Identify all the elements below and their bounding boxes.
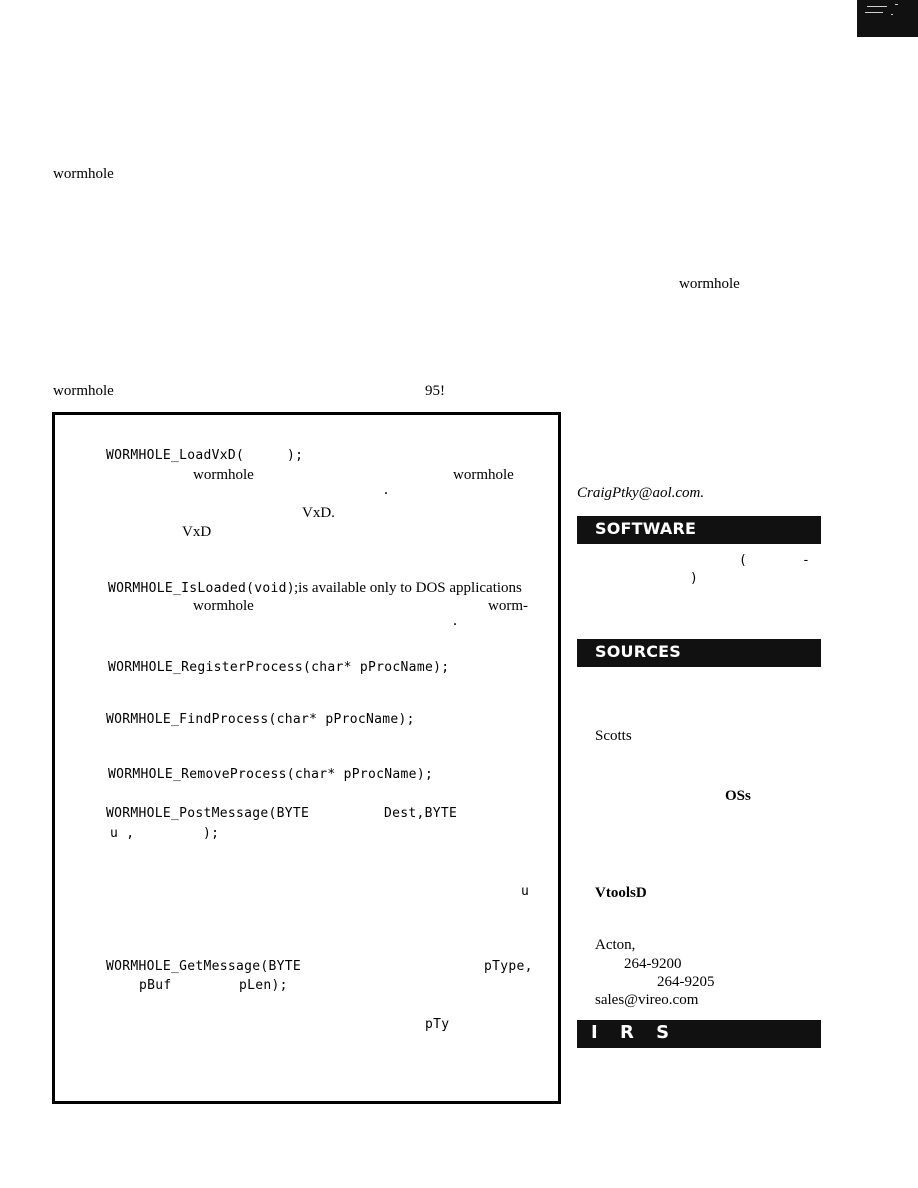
irs-section-heading (577, 1020, 821, 1048)
register-process-signature: WORMHOLE_RegisterProcess(char* pProcName); (108, 660, 450, 675)
source-email: sales@vireo.com (595, 992, 699, 1008)
left-text-wormhole-2: wormhole (53, 383, 114, 399)
left-text-95: 95! (425, 383, 445, 399)
software-section-heading (577, 516, 821, 544)
get-message-signature-b: pType, (484, 959, 533, 974)
sources-heading-text: SOURCES (595, 642, 682, 661)
load-vxd-signature-a: WORMHOLE_LoadVxD( (106, 448, 245, 463)
get-message-signature-c: pBuf (139, 978, 172, 993)
source-fax: 264-9205 (657, 974, 715, 990)
load-vxd-text-wormhole-2: wormhole (453, 467, 514, 483)
is-loaded-signature: WORMHOLE_IsLoaded(void) (108, 581, 295, 596)
source-oss: OSs (725, 788, 751, 804)
software-text-paren-close: ) (690, 571, 699, 586)
source-vtoolsd: VtoolsD (595, 885, 647, 901)
post-message-signature-a: WORMHOLE_PostMessage(BYTE (106, 806, 310, 821)
get-message-signature-d: pLen); (239, 978, 288, 993)
post-message-signature-c: u , (110, 826, 135, 841)
load-vxd-text-vxd-2: VxD (182, 524, 212, 540)
software-text-dash: - (802, 553, 811, 568)
post-message-text-u: u (521, 884, 530, 899)
load-vxd-text-vxd-1: VxD. (302, 505, 335, 521)
author-email: CraigPtky@aol.com. (577, 485, 705, 501)
is-loaded-text-wormhole: wormhole (193, 598, 254, 614)
post-message-signature-d: ); (203, 826, 220, 841)
get-message-signature-a: WORMHOLE_GetMessage(BYTE (106, 959, 302, 974)
get-message-text-pty: pTy (425, 1017, 450, 1032)
is-loaded-text-worm: worm- (488, 598, 528, 614)
right-text-wormhole: wormhole (679, 276, 740, 292)
load-vxd-text-wormhole-1: wormhole (193, 467, 254, 483)
page-corner-mark (857, 0, 918, 37)
software-text-paren-open: ( (739, 553, 748, 568)
source-acton: Acton, (595, 937, 636, 953)
remove-process-signature: WORMHOLE_RemoveProcess(char* pProcName); (108, 767, 434, 782)
left-text-wormhole-1: wormhole (53, 166, 114, 182)
bullet-dot-2: · (453, 617, 458, 631)
find-process-signature: WORMHOLE_FindProcess(char* pProcName); (106, 712, 415, 727)
bullet-dot-1: · (384, 486, 389, 500)
source-phone: 264-9200 (624, 956, 682, 972)
irs-heading-text: I R S (591, 1022, 678, 1043)
sources-section-heading (577, 639, 821, 667)
source-scotts: Scotts (595, 728, 632, 744)
is-loaded-description: ;is available only to DOS applications (294, 580, 522, 596)
load-vxd-signature-b: ); (287, 448, 304, 463)
post-message-signature-b: Dest,BYTE (384, 806, 458, 821)
software-heading-text: SOFTWARE (595, 519, 697, 538)
